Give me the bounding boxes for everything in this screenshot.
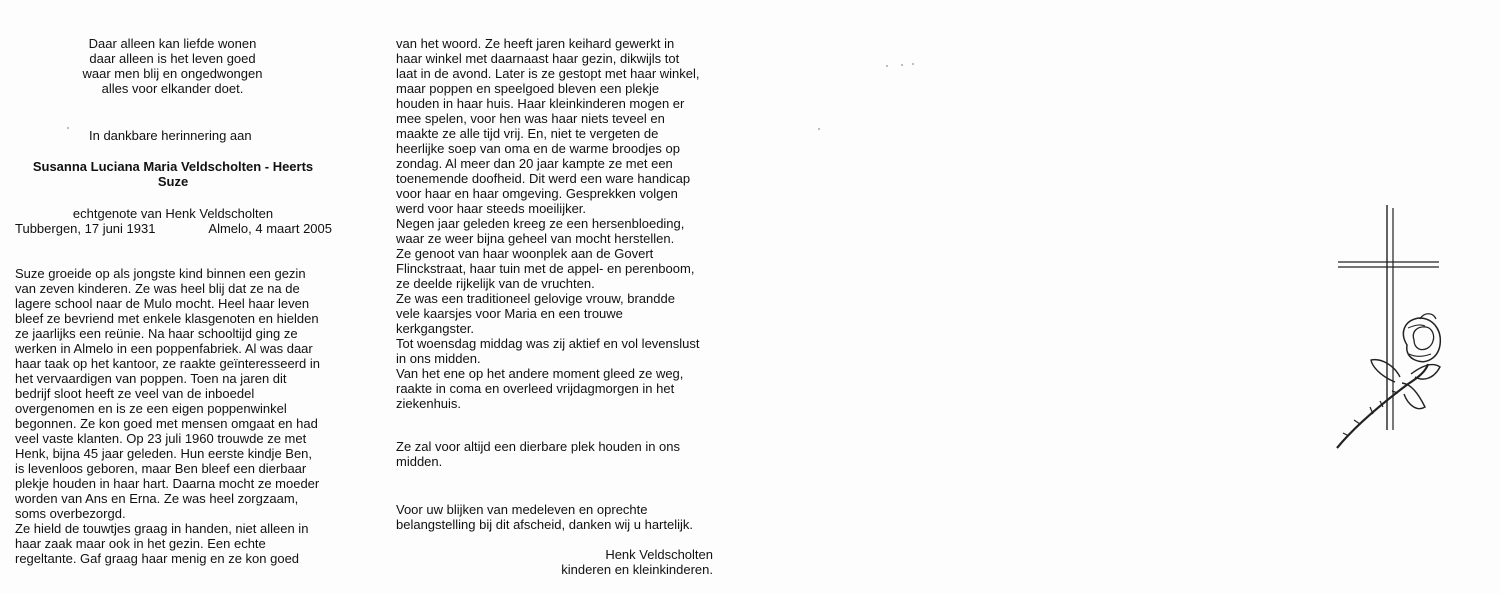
poem-line: Daar alleen kan liefde wonen (88, 36, 257, 51)
left-body-line: werken in Almelo in een poppenfabriek. Al was daar (15, 341, 313, 356)
right-body-line: Ze genoot van haar woonplek aan de Govert (396, 246, 654, 261)
right-body-line: voor haar en haar omgeving. Gesprekken volgen (396, 186, 678, 201)
scan-speck (886, 65, 888, 67)
rose-leaf (1411, 365, 1440, 379)
right-body-line: maar poppen en speelgoed bleven een plekje (396, 81, 660, 96)
deceased-nickname: Suze (157, 174, 189, 189)
left-body-line: veel vaste klanten. Op 23 juli 1960 trouwde ze met (15, 431, 307, 446)
right-body-line: mee spelen, voor hen was haar niets teveel en (396, 111, 665, 126)
right-body-line: vele kaarsjes voor Maria en een trouwe (396, 306, 623, 321)
left-body-line: Ze hield de touwtjes graag in handen, niet alleen in (15, 521, 309, 536)
right-body-line: in ons midden. (396, 351, 481, 366)
left-body-line: is levenloos geboren, maar Ben bleef een dierbaar (15, 461, 307, 476)
right-body-line: maakte ze alle tijd vrij. En, niet te vergeten de (396, 126, 659, 141)
scan-speck (818, 128, 820, 130)
scan-speck (67, 127, 69, 129)
right-body-line: Negen jaar geleden kreeg ze een hersenbloeding, (396, 216, 685, 231)
remembrance-line: In dankbare herinnering aan (89, 128, 252, 143)
right-body-line: Flinckstraat, haar tuin met de appel- en perenboom, (396, 261, 695, 276)
rose-bloom (1403, 318, 1440, 362)
death-info: Almelo, 4 maart 2005 (208, 221, 332, 236)
poem-line: waar men blij en ongedwongen (82, 66, 263, 81)
left-body-line: overgenomen en is ze een eigen poppenwinkel (15, 401, 287, 416)
right-body-line: kerkgangster. (396, 321, 475, 336)
right-body-line: van het woord. Ze heeft jaren keihard gewerkt in (396, 36, 675, 51)
closing-line: Ze zal voor altijd een dierbare plek houden in ons (396, 439, 681, 454)
left-body-line: haar zaak maar ook in het gezin. Een echte (15, 536, 266, 551)
left-body-line: Suze groeide op als jongste kind binnen een gezin (15, 266, 306, 281)
signature-line: kinderen en kleinkinderen. (561, 562, 713, 577)
cross-with-rose-icon (1325, 200, 1455, 460)
left-body-line: lagere school naar de Mulo mocht. Heel haar leven (15, 296, 310, 311)
deceased-full-name: Susanna Luciana Maria Veldscholten - Heerts (32, 159, 314, 174)
scan-speck (912, 63, 914, 65)
left-body-line: het vervaardigen van poppen. Toen na jaren dit (15, 371, 287, 386)
rose-petal (1409, 354, 1431, 356)
right-body-line: laat in de avond. Later is ze gestopt met haar winkel, (396, 66, 700, 81)
right-body-line: heerlijke soep van oma en de warme broodjes op (396, 141, 681, 156)
right-body-line: zondag. Al meer dan 20 jaar kampte ze met een (396, 156, 673, 171)
left-body-line: van zeven kinderen. Ze was heel blij dat ze na de (15, 281, 300, 296)
rose-petal (1413, 327, 1433, 350)
left-body-line: worden van Ans en Erna. Ze was heel zorgzaam, (15, 491, 299, 506)
right-body-line: ze deelde rijkelijk van de vruchten. (396, 276, 595, 291)
rose-leaf (1371, 360, 1400, 382)
right-body-line: houden in haar huis. Haar kleinkinderen mogen er (396, 96, 685, 111)
right-body-line: ziekenhuis. (396, 396, 462, 411)
birth-info: Tubbergen, 17 juni 1931 (15, 221, 156, 236)
right-body-line: Van het ene op het andere moment gleed ze weg, (396, 366, 684, 381)
thanks-line: Voor uw blijken van medeleven en oprechte (396, 502, 648, 517)
poem-line: daar alleen is het leven goed (89, 51, 256, 66)
left-body-line: bedrijf sloot heeft ze veel van de inboedel (15, 386, 255, 401)
left-body-line: haar taak op het kantoor, ze raakte geïnteresseerd in (15, 356, 320, 371)
closing-line: midden. (396, 454, 443, 469)
left-body-line: plekje houden in haar hart. Daarna mocht ze moeder (15, 476, 320, 491)
right-body-line: toenemende doofheid. Dit werd een ware handicap (396, 171, 691, 186)
right-body-line: werd voor haar steeds moeilijker. (396, 201, 587, 216)
left-body-line: Henk, bijna 45 jaar geleden. Hun eerste kindje Ben, (15, 446, 313, 461)
left-body-line: regeltante. Gaf graag haar menig en ze kon goed (15, 551, 300, 566)
left-body-line: ze jaarlijks een reünie. Na haar schooltijd ging ze (15, 326, 298, 341)
poem-line: alles voor elkander doet. (101, 81, 244, 96)
right-body-line: waar ze weer bijna geheel van mocht herstellen. (396, 231, 675, 246)
left-body-line: begonnen. Ze kon goed met mensen omgaat en had (15, 416, 318, 431)
signature-line: Henk Veldscholten (605, 547, 713, 562)
left-body-line: soms overbezorgd. (15, 506, 126, 521)
left-body-line: bleef ze bevriend met enkele klasgenoten en hielden (15, 311, 319, 326)
thanks-line: belangstelling bij dit afscheid, danken wij u hartelijk. (396, 517, 694, 532)
right-body-line: raakte in coma en overleed vrijdagmorgen in het (396, 381, 675, 396)
right-body-line: Ze was een traditioneel gelovige vrouw, brandde (396, 291, 675, 306)
right-body-line: haar winkel met daarnaast haar gezin, dikwijls tot (396, 51, 680, 66)
spouse-line: echtgenote van Henk Veldscholten (72, 206, 274, 221)
right-body-line: Tot woensdag middag was zij aktief en vol levenslust (396, 336, 700, 351)
scan-speck (901, 64, 903, 66)
